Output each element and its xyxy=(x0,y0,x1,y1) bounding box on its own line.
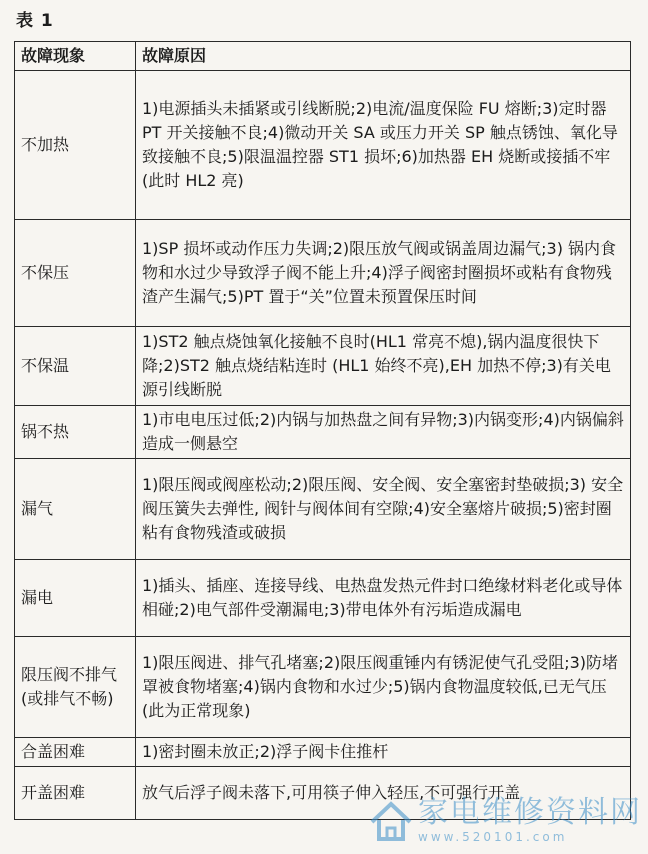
table-row xyxy=(15,406,631,459)
watermark-url: www.520101.com xyxy=(418,830,568,844)
symptom-cell: 锅不热 xyxy=(15,406,136,459)
cause-cell: 1)密封圈未放正;2)浮子阀卡住推杆 xyxy=(136,738,631,767)
cause-cell: 1)市电电压过低;2)内锅与加热盘之间有异物;3)内锅变形;4)内锅偏斜造成一侧悬空 xyxy=(136,406,631,459)
symptom-cell: 漏电 xyxy=(15,560,136,637)
table-header-row xyxy=(15,42,631,71)
cause-cell: 1)限压阀进、排气孔堵塞;2)限压阀重锤内有锈泥使气孔受阻;3)防堵罩被食物堵塞;4)锅内食物和水过少;5)锅内食物温度较低,已无气压(此为正常现象) xyxy=(136,637,631,738)
symptom-cell: 不保压 xyxy=(15,220,136,327)
symptom-cell: 合盖困难 xyxy=(15,738,136,767)
table-row xyxy=(15,220,631,327)
table-row xyxy=(15,637,631,738)
symptom-cell: 不保温 xyxy=(15,327,136,406)
table-row xyxy=(15,738,631,767)
table-row xyxy=(15,560,631,637)
fault-table xyxy=(14,41,631,820)
cause-cell: 1)ST2 触点烧蚀氧化接触不良时(HL1 常亮不熄),锅内温度很快下降;2)ST2 触点烧结粘连时 (HL1 始终不亮),EH 加热不停;3)有关电源引线断脱 xyxy=(136,327,631,406)
cause-cell: 放气后浮子阀未落下,可用筷子伸入轻压,不可强行开盖 xyxy=(136,767,631,820)
symptom-cell: 漏气 xyxy=(15,459,136,560)
header-cause: 故障原因 xyxy=(136,42,631,71)
site-watermark xyxy=(368,796,642,844)
table-row xyxy=(15,459,631,560)
watermark-text: 家电维修资料网 xyxy=(418,795,642,830)
cause-cell: 1)电源插头未插紧或引线断脱;2)电流/温度保险 FU 熔断;3)定时器 PT 开关接触不良;4)微动开关 SA 或压力开关 SP 触点锈蚀、氧化导致接触不良;5)限温温控器 ST1 损坏;6)加热器 EH 烧断或接插不牢(此时 HL2 亮) xyxy=(136,71,631,220)
symptom-cell: 不加热 xyxy=(15,71,136,220)
symptom-cell: 限压阀不排气(或排气不畅) xyxy=(15,637,136,738)
symptom-cell: 开盖困难 xyxy=(15,767,136,820)
table-caption: 表 1 xyxy=(16,11,54,31)
house-logo-icon xyxy=(368,798,414,844)
cause-cell: 1)限压阀或阀座松动;2)限压阀、安全阀、安全塞密封垫破损;3) 安全阀压簧失去弹性, 阀针与阀体间有空隙;4)安全塞熔片破损;5)密封圈粘有食物残渣或破损 xyxy=(136,459,631,560)
cause-cell: 1)SP 损坏或动作压力失调;2)限压放气阀或锅盖周边漏气;3) 锅内食物和水过少导致浮子阀不能上升;4)浮子阀密封圈损坏或粘有食物残渣产生漏气;5)PT 置于“关”位置未预置保压时间 xyxy=(136,220,631,327)
header-symptom: 故障现象 xyxy=(15,42,136,71)
table-row xyxy=(15,327,631,406)
table-row xyxy=(15,71,631,220)
cause-cell: 1)插头、插座、连接导线、电热盘发热元件封口绝缘材料老化或导体相碰;2)电气部件受潮漏电;3)带电体外有污垢造成漏电 xyxy=(136,560,631,637)
